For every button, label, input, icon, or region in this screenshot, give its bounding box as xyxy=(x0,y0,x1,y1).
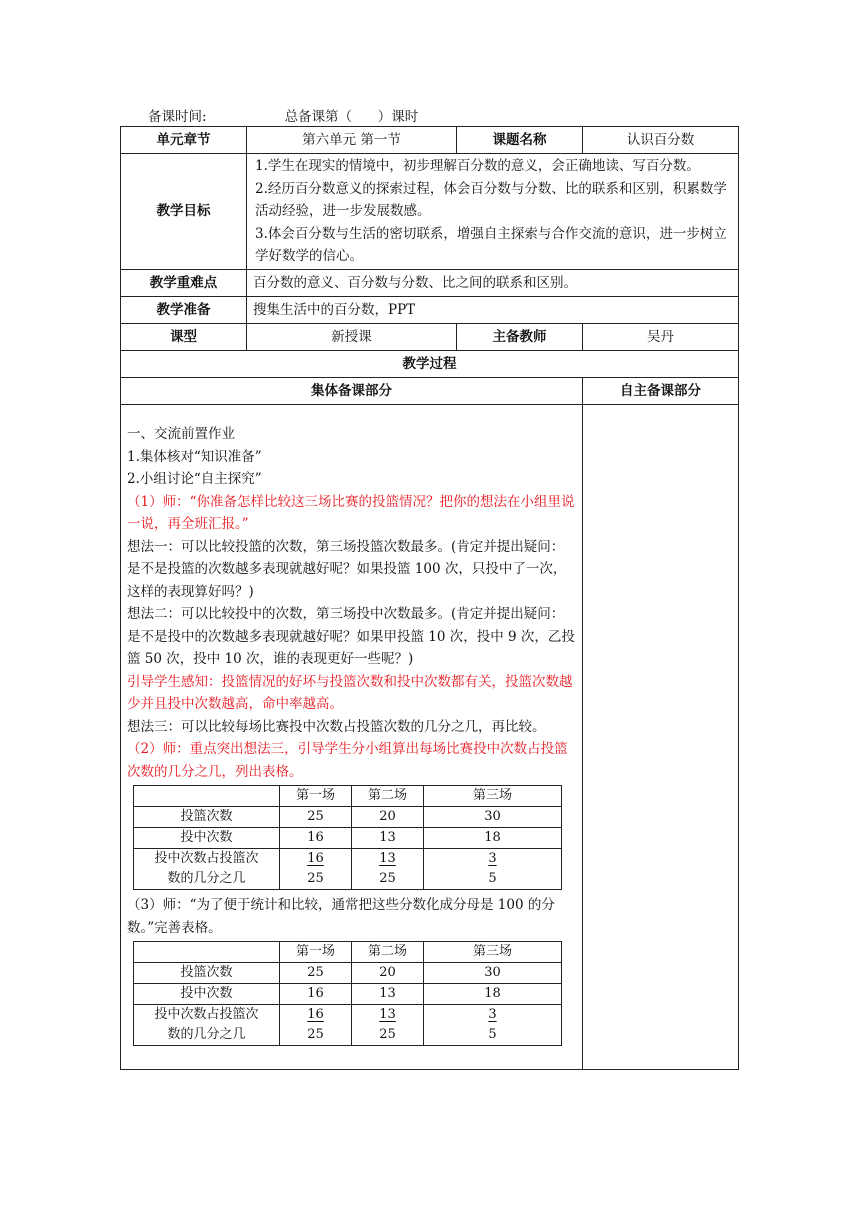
denominator: 5 xyxy=(488,1027,497,1042)
denominator: 25 xyxy=(307,871,324,886)
unit-value: 第六单元 第一节 xyxy=(247,127,457,154)
row-label: 投篮次数 xyxy=(134,807,280,828)
table-cell: 20 xyxy=(352,963,424,984)
table-header-cell xyxy=(134,942,280,963)
fraction xyxy=(379,849,396,889)
goals-row xyxy=(121,154,739,270)
key-points-value: 百分数的意义、百分数与分数、比之间的联系和区别。 xyxy=(247,269,739,296)
table-cell: 18 xyxy=(424,984,562,1005)
process-title-row xyxy=(121,350,739,377)
process-line-8: 想法三：可以比较每场比赛投中次数占投篮次数的几分之几，再比较。 xyxy=(127,718,546,735)
table-header-cell: 第二场 xyxy=(352,942,424,963)
process-line-5: 想法一：可以比较投篮的次数，第三场投篮次数最多。(肯定并提出疑问：是不是投篮的次数越多表现就越好呢？如果投篮 100 次，只投中了一次，这样的表现算好吗？) xyxy=(127,538,567,600)
process-line-3: 2.小组讨论“自主探究” xyxy=(127,471,262,487)
table-row xyxy=(134,828,562,849)
table-cell: 20 xyxy=(352,807,424,828)
key-points-row xyxy=(121,269,739,296)
table-row xyxy=(134,984,562,1005)
self-prep-content xyxy=(583,404,739,1069)
table-header-cell: 第二场 xyxy=(352,786,424,807)
prep-value: 搜集生活中的百分数，PPT xyxy=(247,296,739,323)
fraction-cell xyxy=(352,849,424,890)
process-line-7: 引导学生感知：投篮情况的好坏与投篮次数和投中次数都有关，投篮次数越少并且投中次数越高，命中率越高。 xyxy=(127,673,573,712)
fraction xyxy=(488,849,496,889)
numerator: 16 xyxy=(307,1007,324,1022)
table-cell: 16 xyxy=(280,984,352,1005)
denominator: 25 xyxy=(379,1027,396,1042)
fraction-cell xyxy=(280,849,352,890)
process-line-6: 想法二：可以比较投中的次数，第三场投中次数最多。(肯定并提出疑问：是不是投中的次数越多表现就越好呢？如果甲投篮 10 次，投中 9 次，乙投篮 50 次，投中 10 次，谁的表现更好一些呢？) xyxy=(127,606,575,667)
fraction-cell xyxy=(280,1005,352,1046)
row-label-line-2: 数的几分之几 xyxy=(167,871,246,886)
row-label-line-1: 投中次数占投篮次 xyxy=(154,1007,259,1022)
table-cell: 13 xyxy=(352,828,424,849)
data-table-2 xyxy=(133,941,562,1046)
doc-header xyxy=(148,105,418,125)
lesson-plan-table xyxy=(120,126,739,1070)
process-line-1: 一、交流前置作业 xyxy=(127,426,235,442)
goals-label: 教学目标 xyxy=(121,154,247,270)
fraction-cell xyxy=(424,1005,562,1046)
denominator: 25 xyxy=(379,871,396,886)
table-header-cell xyxy=(134,786,280,807)
group-prep-content xyxy=(121,404,583,1069)
process-line-4: （1）师：“你准备怎样比较这三场比赛的投篮情况？把你的想法在小组里说一说，再全班汇报。” xyxy=(127,493,575,532)
row-label-line-1: 投中次数占投篮次 xyxy=(154,851,259,866)
teacher-value: 吴丹 xyxy=(583,323,739,350)
table-row xyxy=(134,807,562,828)
table-header-cell: 第一场 xyxy=(280,942,352,963)
group-prep-label: 集体备课部分 xyxy=(121,377,583,404)
numerator: 13 xyxy=(379,851,396,866)
section-header-row xyxy=(121,377,739,404)
row-label xyxy=(134,849,280,890)
process-title: 教学过程 xyxy=(121,350,739,377)
table-header-row xyxy=(134,942,562,963)
goal-2: 2.经历百分数意义的探索过程，体会百分数与分数、比的联系和区别，积累数学活动经验，进一步发展数感。 xyxy=(255,180,727,219)
type-row xyxy=(121,323,739,350)
fraction xyxy=(307,1005,324,1045)
process-line-10: （3）师：“为了便于统计和比较，通常把这些分数化成分母是 100 的分数。”完善表格。 xyxy=(127,897,555,936)
fraction-cell xyxy=(424,849,562,890)
topic-value: 认识百分数 xyxy=(583,127,739,154)
table-cell: 30 xyxy=(424,807,562,828)
fraction xyxy=(379,1005,396,1045)
fraction xyxy=(307,849,324,889)
table-cell: 25 xyxy=(280,963,352,984)
process-line-9: （2）师：重点突出想法三，引导学生分小组算出每场比赛投中次数占投篮次数的几分之几，列出表格。 xyxy=(127,741,568,780)
data-table-1 xyxy=(133,785,562,890)
table-header-cell: 第一场 xyxy=(280,786,352,807)
table-cell: 30 xyxy=(424,963,562,984)
table-header-cell: 第三场 xyxy=(424,786,562,807)
type-value: 新授课 xyxy=(247,323,457,350)
table-cell: 13 xyxy=(352,984,424,1005)
lesson-count-label: 总备课第（ ）课时 xyxy=(284,109,419,125)
numerator: 3 xyxy=(488,851,497,866)
table-cell: 16 xyxy=(280,828,352,849)
numerator: 16 xyxy=(307,851,324,866)
self-prep-label: 自主备课部分 xyxy=(583,377,739,404)
table-cell: 18 xyxy=(424,828,562,849)
table-cell: 25 xyxy=(280,807,352,828)
row-label: 投中次数 xyxy=(134,828,280,849)
teacher-label: 主备教师 xyxy=(457,323,583,350)
goals-content xyxy=(247,154,739,270)
table-row xyxy=(134,1005,562,1046)
prep-row xyxy=(121,296,739,323)
numerator: 13 xyxy=(379,1007,396,1022)
row-label xyxy=(134,1005,280,1046)
unit-label: 单元章节 xyxy=(121,127,247,154)
denominator: 5 xyxy=(488,871,497,886)
process-content-row xyxy=(121,404,739,1069)
numerator: 3 xyxy=(488,1007,497,1022)
row-label: 投篮次数 xyxy=(134,963,280,984)
table-header-cell: 第三场 xyxy=(424,942,562,963)
row-label: 投中次数 xyxy=(134,984,280,1005)
row-label-line-2: 数的几分之几 xyxy=(167,1027,246,1042)
denominator: 25 xyxy=(307,1027,324,1042)
prep-label: 教学准备 xyxy=(121,296,247,323)
process-line-2: 1.集体核对“知识准备” xyxy=(127,448,262,465)
fraction xyxy=(488,1005,496,1045)
key-points-label: 教学重难点 xyxy=(121,269,247,296)
prep-time-label: 备课时间: xyxy=(148,109,207,125)
table-row xyxy=(134,963,562,984)
fraction-cell xyxy=(352,1005,424,1046)
table-header-row xyxy=(134,786,562,807)
topic-label: 课题名称 xyxy=(457,127,583,154)
unit-row xyxy=(121,127,739,154)
type-label: 课型 xyxy=(121,323,247,350)
table-row xyxy=(134,849,562,890)
goal-1: 1.学生在现实的情境中，初步理解百分数的意义，会正确地读、写百分数。 xyxy=(255,158,700,174)
goal-3: 3.体会百分数与生活的密切联系，增强自主探索与合作交流的意识，进一步树立学好数学的信心。 xyxy=(255,225,727,264)
